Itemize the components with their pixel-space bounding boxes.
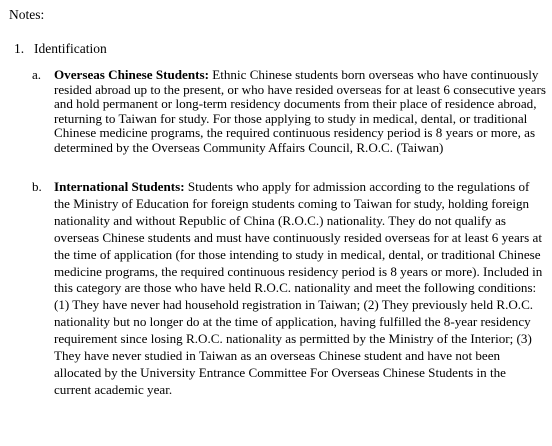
list-item-overseas-chinese-students [32,68,546,156]
definition-overseas-chinese-students: Ethnic Chinese students born overseas who have continuously resided abroad up to the present, or who have resided overseas for at least 6 consecutive years and hold permanent or long-term residency documents from their place of residence abroad, returning to Taiwan for study. For those applying to study in medical, dental, or traditional Chinese medicine programs, the required continuous residency period is 8 years or more, as determined by the Overseas Community Affairs Council, R.O.C. (Taiwan) [54,67,546,155]
section-heading [14,41,107,57]
notes-heading: Notes: [9,7,45,22]
list-item-marker: a. [32,67,42,82]
term-overseas-chinese-students: Overseas Chinese Students [54,67,205,82]
list-item-marker: b. [32,179,42,194]
section-number: 1. [14,41,25,56]
term-international-students: International Students [54,179,181,194]
list-item-body [54,179,546,399]
term-separator: : [204,67,209,82]
section-title: Identification [34,41,107,56]
term-separator: : [180,179,185,194]
list-item-international-students [32,179,546,399]
list-item-body [54,68,546,156]
definition-international-students: Students who apply for admission according to the regulations of the Ministry of Education for foreign students coming to Taiwan for study, holding foreign nationality and without Republic of China (R.O.C.) nationality. They do not qualify as overseas Chinese students and must have continuously resided overseas for at least 6 years at the time of application (for those intending to study in medical, dental, or traditional Chinese medicine programs, the required continuous residency period is 8 years or more). Included in this category are those who have held R.O.C. nationality and meet the following conditions: (1) They have never had household registration in Taiwan; (2) They previously held R.O.C. nationality but no longer do at the time of application, having fulfilled the 8-year residency requirement since losing R.O.C. nationality as permitted by the Ministry of the Interior; (3) They have never studied in Taiwan as an overseas Chinese student and have not been allocated by the University Entrance Committee For Overseas Chinese Students in the current academic year. [54,179,543,397]
